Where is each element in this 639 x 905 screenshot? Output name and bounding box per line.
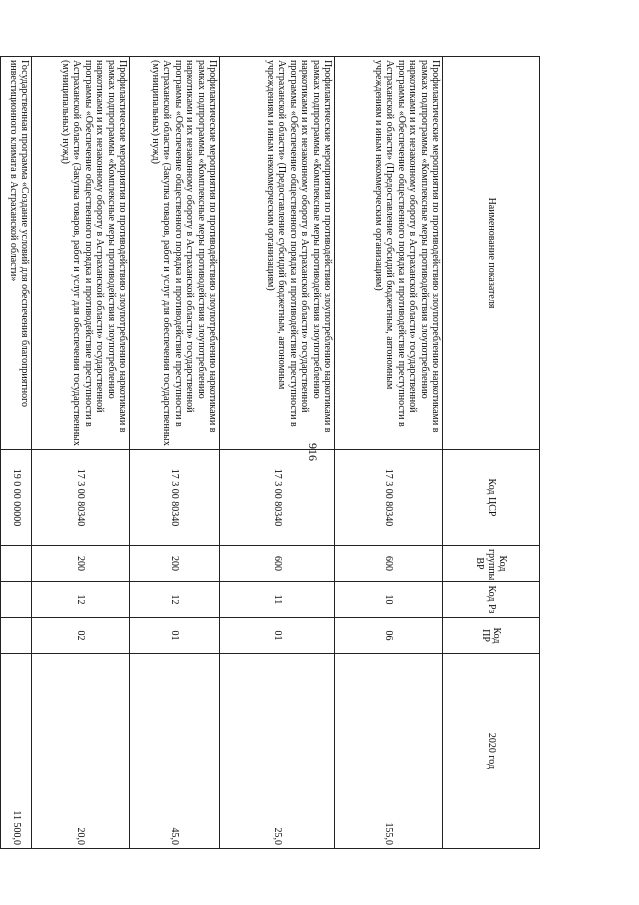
header-rz: Код Рз bbox=[443, 582, 540, 618]
row-rz: 12 bbox=[32, 582, 130, 618]
row-vr: 200 bbox=[32, 546, 130, 582]
row-csr: 17 3 00 80340 bbox=[335, 450, 443, 546]
row-vr: 600 bbox=[220, 546, 335, 582]
row-rz: 12 bbox=[130, 582, 220, 618]
row-rz: 11 bbox=[220, 582, 335, 618]
row-rz: 10 bbox=[335, 582, 443, 618]
rotated-table-container bbox=[7, 56, 540, 848]
budget-table bbox=[0, 56, 540, 849]
table-row bbox=[130, 57, 220, 849]
row-vr bbox=[1, 546, 32, 582]
table-row bbox=[220, 57, 335, 849]
row-amount: 155,0 bbox=[335, 654, 443, 849]
row-csr: 19 0 00 00000 bbox=[1, 450, 32, 546]
row-amount: 11 500,0 bbox=[1, 654, 32, 849]
row-rz bbox=[1, 582, 32, 618]
row-pr: 01 bbox=[220, 618, 335, 654]
table-header-row bbox=[443, 57, 540, 849]
row-csr: 17 3 00 80340 bbox=[220, 450, 335, 546]
header-year: 2020 год bbox=[443, 654, 540, 849]
header-name: Наименование показателя bbox=[443, 57, 540, 450]
row-pr: 01 bbox=[130, 618, 220, 654]
row-csr: 17 3 00 80340 bbox=[130, 450, 220, 546]
table-row bbox=[1, 57, 32, 849]
row-name: Государственная программа «Создание условий для обеспечения благоприятного инвестиционного климата в Астраханской области» bbox=[1, 57, 32, 450]
row-name: Профилактические мероприятия по противодействию злоупотреблению наркотиками в рамках подпрограммы «Комплексные меры противодействия злоупотреблению наркотиками и их незаконному обороту в Астраханской области» государственной программы «Обеспечение общественного порядка и противодействие преступности в Астраханской области» (Предоставление субсидий бюджетным, автономным учреждениям и иным некоммерческим организациям) bbox=[335, 57, 443, 450]
header-vr: Код группы ВР bbox=[443, 546, 540, 582]
row-amount: 20,0 bbox=[32, 654, 130, 849]
header-csr: Код ЦСР bbox=[443, 450, 540, 546]
row-amount: 25,0 bbox=[220, 654, 335, 849]
row-name: Профилактические мероприятия по противодействию злоупотреблению наркотиками в рамках подпрограммы «Комплексные меры противодействия злоупотреблению наркотиками и их незаконному обороту в Астраханской области» государственной программы «Обеспечение общественного порядка и противодействие преступности в Астраханской области» (Предоставление субсидий бюджетным, автономным учреждениям и иным некоммерческим организациям) bbox=[220, 57, 335, 450]
row-pr: 02 bbox=[32, 618, 130, 654]
row-pr bbox=[1, 618, 32, 654]
row-vr: 200 bbox=[130, 546, 220, 582]
row-vr: 600 bbox=[335, 546, 443, 582]
row-amount: 45,0 bbox=[130, 654, 220, 849]
row-name: Профилактические мероприятия по противодействию злоупотреблению наркотиками в рамках подпрограммы «Комплексные меры противодействия злоупотреблению наркотиками и их незаконному обороту в Астраханской области» государственной программы «Обеспечение общественного порядка и противодействие преступности в Астраханской области» (Закупка товаров, работ и услуг для обеспечения государственных (муниципальных) нужд) bbox=[32, 57, 130, 450]
row-pr: 06 bbox=[335, 618, 443, 654]
table-row bbox=[335, 57, 443, 849]
row-name: Профилактические мероприятия по противодействию злоупотреблению наркотиками в рамках подпрограммы «Комплексные меры противодействия злоупотреблению наркотиками и их незаконному обороту в Астраханской области» государственной программы «Обеспечение общественного порядка и противодействие преступности в Астраханской области» (Закупка товаров, работ и услуг для обеспечения государственных (муниципальных) нужд) bbox=[130, 57, 220, 450]
table-row bbox=[32, 57, 130, 849]
header-pr: Код ПР bbox=[443, 618, 540, 654]
row-csr: 17 3 00 80340 bbox=[32, 450, 130, 546]
page-number: 916 bbox=[306, 443, 320, 461]
